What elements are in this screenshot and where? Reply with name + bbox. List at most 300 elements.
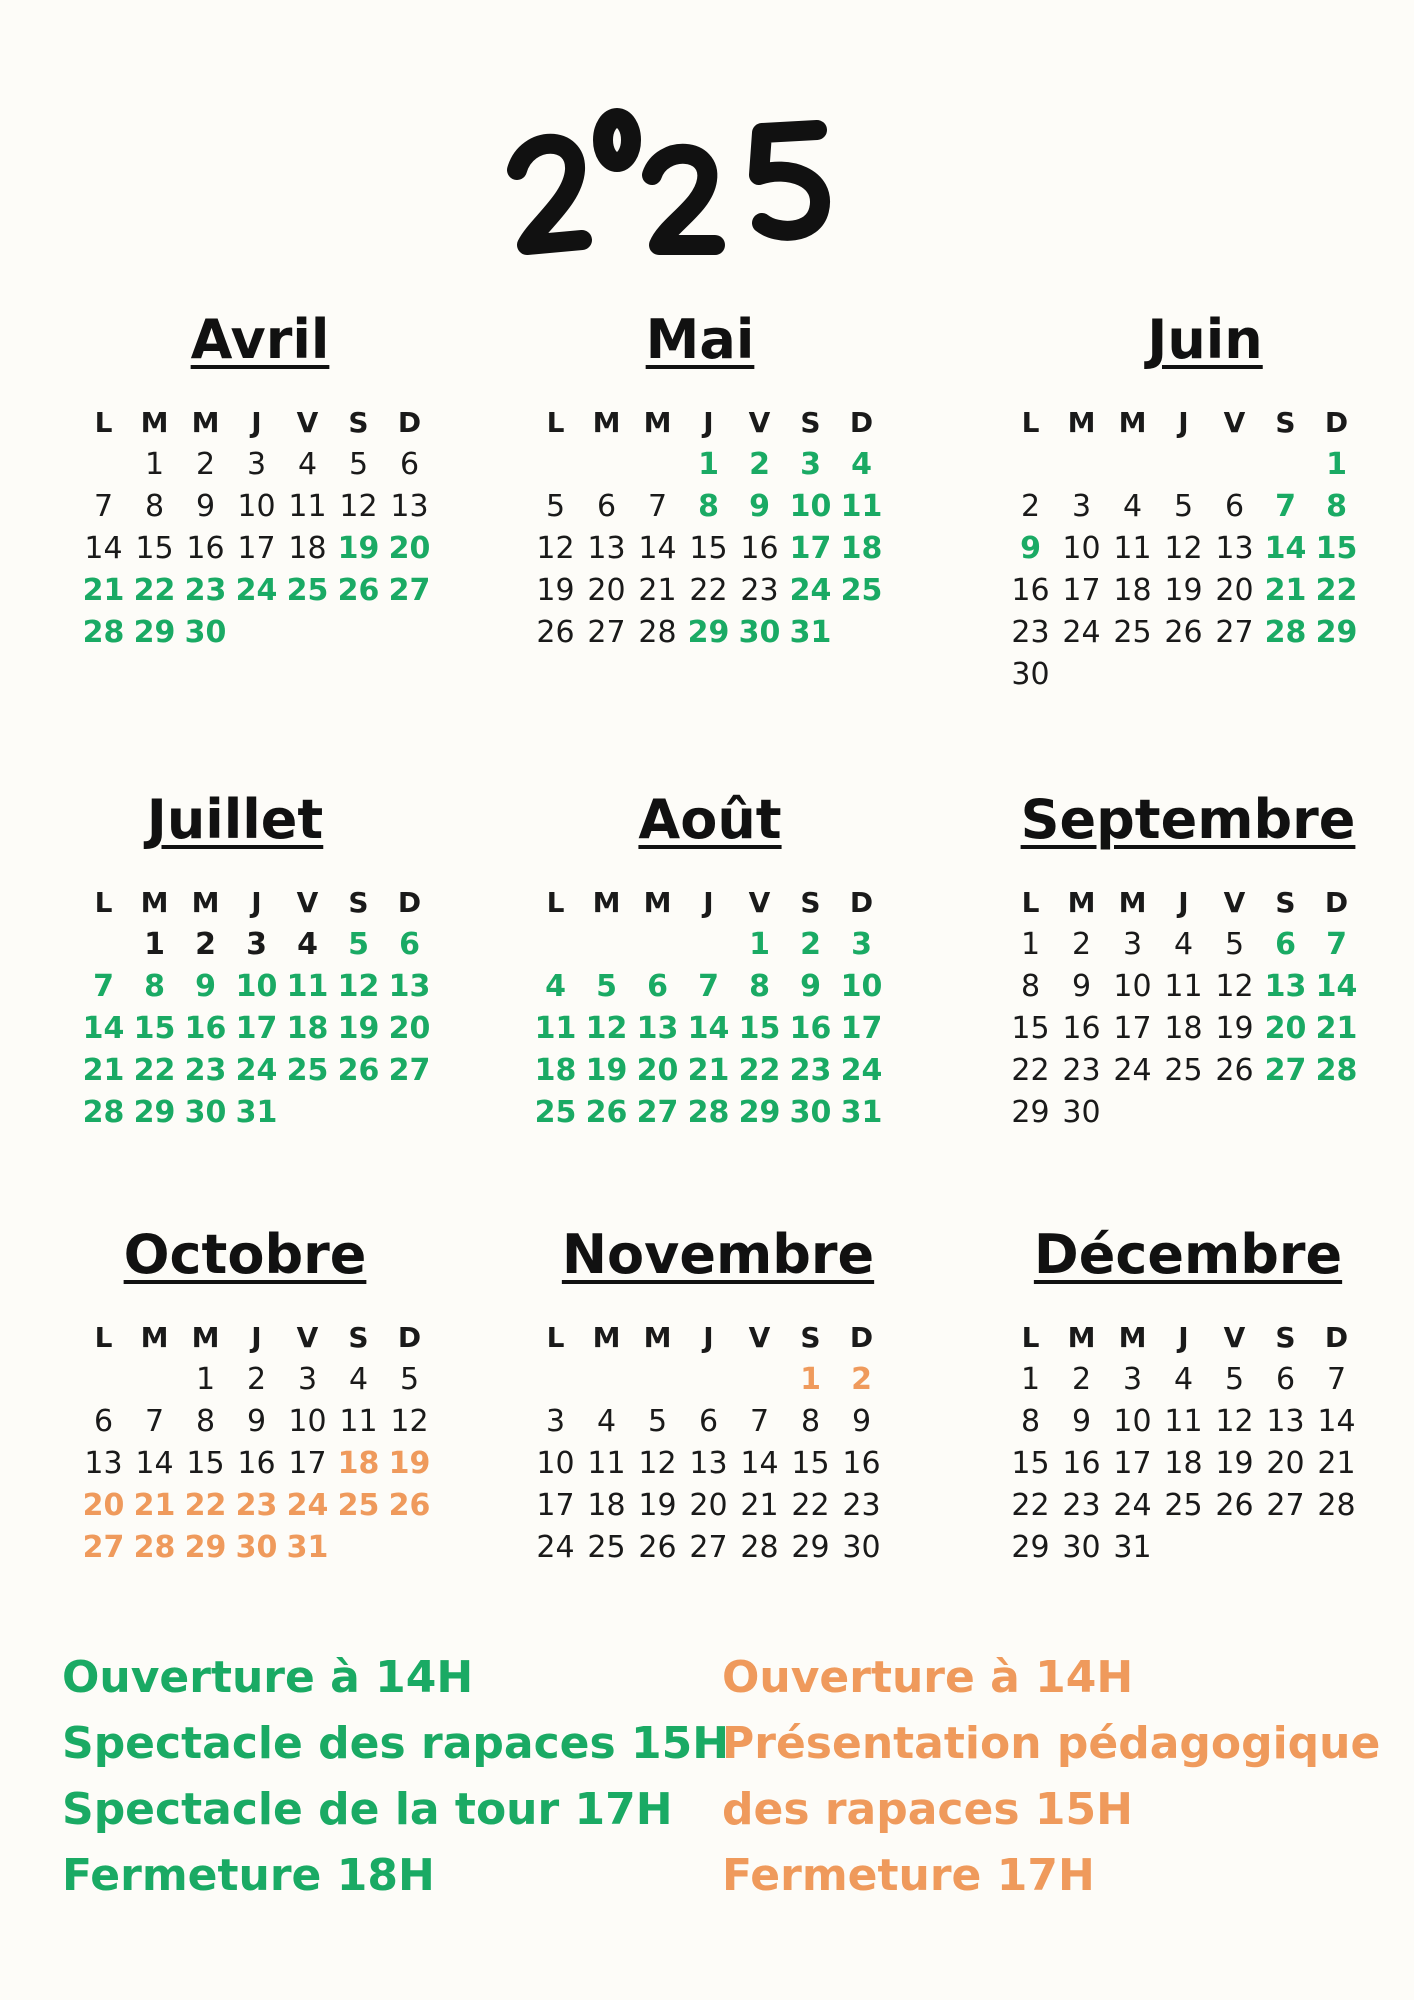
day-cell: 19: [337, 1011, 380, 1046]
day-cell: 16: [184, 1011, 227, 1046]
day-cell: 4: [545, 969, 566, 1004]
day-cell: 10: [789, 489, 832, 524]
day-cell: 5: [1224, 927, 1245, 962]
day-cell: 1: [749, 927, 770, 962]
day-cell: 26: [1215, 1488, 1254, 1523]
day-cell: 23: [740, 573, 779, 608]
day-cell: 28: [82, 1095, 125, 1130]
weekday-header: J: [251, 1321, 262, 1354]
day-cell: 2: [749, 447, 770, 482]
day-cell: 5: [348, 927, 369, 962]
day-cell: 21: [1315, 1011, 1358, 1046]
day-cell: 13: [84, 1446, 123, 1481]
day-cell: 25: [337, 1488, 380, 1523]
day-cell: 12: [1215, 969, 1254, 1004]
day-cell: 17: [536, 1488, 575, 1523]
weekday-header: M: [140, 886, 169, 919]
empty-day-cell: [581, 444, 632, 486]
day-cell: 30: [789, 1095, 832, 1130]
empty-day-cell: [129, 1359, 180, 1401]
day-cell: 26: [536, 615, 575, 650]
weekday-header: J: [1178, 886, 1189, 919]
day-cell: 21: [1264, 573, 1307, 608]
day-cell: 24: [1062, 615, 1101, 650]
day-cell: 12: [638, 1446, 677, 1481]
day-cell: 18: [288, 531, 327, 566]
day-cell: 13: [1215, 531, 1254, 566]
day-cell: 8: [800, 1404, 821, 1439]
weekday-header: V: [296, 406, 319, 439]
weekday-header: D: [1324, 886, 1349, 919]
day-cell: 22: [184, 1488, 227, 1523]
day-cell: 20: [1266, 1446, 1305, 1481]
day-cell: 13: [1264, 969, 1307, 1004]
weekday-header: S: [800, 886, 821, 919]
weekday-header: L: [546, 1321, 565, 1354]
day-cell: 20: [689, 1488, 728, 1523]
month-title: Mai: [645, 308, 755, 371]
legend-green-schedule: [62, 1645, 729, 1909]
day-cell: 17: [840, 1011, 883, 1046]
day-cell: 3: [800, 447, 821, 482]
day-cell: 10: [288, 1404, 327, 1439]
day-cell: 20: [82, 1488, 125, 1523]
day-cell: 30: [184, 1095, 227, 1130]
weekday-header: V: [296, 886, 319, 919]
legend-green-line: Ouverture à 14H: [62, 1652, 474, 1703]
day-cell: 17: [789, 531, 832, 566]
day-cell: 5: [545, 489, 566, 524]
month-grid: [1005, 882, 1362, 1134]
day-cell: 19: [388, 1446, 431, 1481]
weekday-header: M: [1067, 1321, 1096, 1354]
day-cell: 1: [1020, 1362, 1041, 1397]
weekday-header: S: [1275, 1321, 1296, 1354]
day-cell: 4: [297, 927, 318, 962]
day-cell: 7: [93, 969, 114, 1004]
day-cell: 18: [1113, 573, 1152, 608]
empty-day-cell: [1209, 444, 1260, 486]
weekday-header: M: [1067, 406, 1096, 439]
day-cell: 15: [133, 1011, 176, 1046]
day-cell: 3: [246, 927, 267, 962]
month-grid: [1005, 1317, 1362, 1569]
day-cell: 7: [749, 1404, 770, 1439]
month-title: Juin: [1147, 308, 1263, 371]
month-title: Avril: [190, 308, 330, 371]
day-cell: 30: [1011, 657, 1050, 692]
day-cell: 23: [184, 573, 227, 608]
weekday-header: M: [1118, 406, 1147, 439]
day-cell: 23: [789, 1053, 832, 1088]
day-cell: 28: [638, 615, 677, 650]
day-cell: 22: [1011, 1488, 1050, 1523]
day-cell: 9: [195, 969, 216, 1004]
weekday-header: M: [592, 886, 621, 919]
weekday-header: D: [397, 406, 422, 439]
weekday-header: M: [643, 406, 672, 439]
day-cell: 7: [93, 489, 114, 524]
month-grid: [78, 402, 435, 654]
empty-day-cell: [1260, 444, 1311, 486]
day-cell: 10: [1113, 1404, 1152, 1439]
day-cell: 28: [133, 1530, 176, 1565]
day-cell: 25: [286, 1053, 329, 1088]
day-cell: 3: [1122, 1362, 1143, 1397]
weekday-header: J: [703, 1321, 714, 1354]
day-cell: 25: [587, 1530, 626, 1565]
day-cell: 11: [587, 1446, 626, 1481]
day-cell: 6: [647, 969, 668, 1004]
day-cell: 12: [585, 1011, 628, 1046]
month-title: Octobre: [123, 1223, 367, 1286]
day-cell: 21: [82, 1053, 125, 1088]
day-cell: 16: [1011, 573, 1050, 608]
year-handwritten-2025: [497, 95, 917, 270]
day-cell: 14: [84, 531, 123, 566]
day-cell: 17: [1062, 573, 1101, 608]
day-cell: 27: [388, 1053, 431, 1088]
day-cell: 5: [1224, 1362, 1245, 1397]
weekday-header: M: [140, 406, 169, 439]
day-cell: 19: [536, 573, 575, 608]
day-cell: 4: [1173, 927, 1194, 962]
weekday-header: M: [592, 406, 621, 439]
empty-day-cell: [1158, 444, 1209, 486]
day-cell: 9: [851, 1404, 872, 1439]
day-cell: 13: [689, 1446, 728, 1481]
day-cell: 20: [636, 1053, 679, 1088]
day-cell: 3: [246, 447, 267, 482]
month-title: Août: [638, 788, 782, 851]
day-cell: 25: [1164, 1053, 1203, 1088]
day-cell: 15: [135, 531, 174, 566]
empty-day-cell: [581, 1359, 632, 1401]
weekday-header: J: [703, 406, 714, 439]
legend-orange-schedule: [722, 1645, 1380, 1909]
day-cell: 30: [1062, 1530, 1101, 1565]
day-cell: 16: [186, 531, 225, 566]
day-cell: 26: [1164, 615, 1203, 650]
weekday-header: J: [251, 886, 262, 919]
empty-day-cell: [1005, 444, 1056, 486]
weekday-header: J: [703, 886, 714, 919]
legend-green-line: Fermeture 18H: [62, 1850, 435, 1901]
day-cell: 16: [842, 1446, 881, 1481]
day-cell: 18: [534, 1053, 577, 1088]
day-cell: 11: [1164, 969, 1203, 1004]
weekday-header: D: [849, 406, 874, 439]
month-grid: [530, 882, 887, 1134]
day-cell: 31: [235, 1095, 278, 1130]
day-cell: 18: [286, 1011, 329, 1046]
weekday-header: S: [1275, 886, 1296, 919]
legend-green-line: Spectacle de la tour 17H: [62, 1784, 673, 1835]
weekday-header: V: [1223, 1321, 1246, 1354]
day-cell: 16: [740, 531, 779, 566]
day-cell: 6: [93, 1404, 114, 1439]
day-cell: 14: [1315, 969, 1358, 1004]
day-cell: 13: [587, 531, 626, 566]
day-cell: 22: [689, 573, 728, 608]
day-cell: 30: [184, 615, 227, 650]
weekday-header: V: [1223, 406, 1246, 439]
day-cell: 1: [144, 447, 165, 482]
day-cell: 26: [337, 1053, 380, 1088]
month-grid: [530, 402, 887, 654]
day-cell: 29: [184, 1530, 227, 1565]
day-cell: 3: [1122, 927, 1143, 962]
weekday-header: S: [348, 406, 369, 439]
day-cell: 11: [1164, 1404, 1203, 1439]
day-cell: 23: [842, 1488, 881, 1523]
empty-day-cell: [734, 1359, 785, 1401]
day-cell: 1: [195, 1362, 216, 1397]
day-cell: 19: [1164, 573, 1203, 608]
day-cell: 14: [1264, 531, 1307, 566]
day-cell: 13: [388, 969, 431, 1004]
day-cell: 16: [1062, 1011, 1101, 1046]
day-cell: 8: [144, 969, 165, 1004]
day-cell: 21: [82, 573, 125, 608]
day-cell: 14: [82, 1011, 125, 1046]
empty-day-cell: [530, 444, 581, 486]
day-cell: 30: [1062, 1095, 1101, 1130]
day-cell: 15: [738, 1011, 781, 1046]
empty-day-cell: [683, 924, 734, 966]
day-cell: 25: [1113, 615, 1152, 650]
month-grid: [530, 1317, 887, 1569]
weekday-header: S: [348, 886, 369, 919]
day-cell: 2: [195, 447, 216, 482]
day-cell: 8: [749, 969, 770, 1004]
day-cell: 2: [851, 1362, 872, 1397]
day-cell: 9: [195, 489, 216, 524]
day-cell: 24: [286, 1488, 329, 1523]
day-cell: 29: [1011, 1095, 1050, 1130]
day-cell: 19: [1215, 1446, 1254, 1481]
day-cell: 6: [596, 489, 617, 524]
day-cell: 18: [587, 1488, 626, 1523]
weekday-header: M: [1067, 886, 1096, 919]
weekday-header: M: [643, 1321, 672, 1354]
day-cell: 24: [840, 1053, 883, 1088]
weekday-header: L: [546, 886, 565, 919]
weekday-header: M: [592, 1321, 621, 1354]
month-title: Septembre: [1020, 788, 1356, 851]
day-cell: 23: [1062, 1488, 1101, 1523]
day-cell: 29: [1315, 615, 1358, 650]
day-cell: 11: [339, 1404, 378, 1439]
day-cell: 1: [1020, 927, 1041, 962]
day-cell: 1: [800, 1362, 821, 1397]
day-cell: 4: [596, 1404, 617, 1439]
day-cell: 23: [1011, 615, 1050, 650]
month-grid: [78, 1317, 435, 1569]
weekday-header: J: [251, 406, 262, 439]
day-cell: 29: [738, 1095, 781, 1130]
legend-orange-line: Présentation pédagogique: [722, 1718, 1381, 1769]
day-cell: 1: [698, 447, 719, 482]
empty-day-cell: [581, 924, 632, 966]
weekday-header: S: [800, 406, 821, 439]
day-cell: 31: [840, 1095, 883, 1130]
day-cell: 19: [337, 531, 380, 566]
day-cell: 7: [647, 489, 668, 524]
day-cell: 12: [337, 969, 380, 1004]
weekday-header: M: [643, 886, 672, 919]
day-cell: 2: [1020, 489, 1041, 524]
weekday-header: D: [397, 886, 422, 919]
day-cell: 27: [587, 615, 626, 650]
day-cell: 26: [1215, 1053, 1254, 1088]
day-cell: 29: [687, 615, 730, 650]
day-cell: 10: [235, 969, 278, 1004]
day-cell: 4: [1173, 1362, 1194, 1397]
day-cell: 7: [1275, 489, 1296, 524]
empty-day-cell: [78, 1359, 129, 1401]
day-cell: 18: [1164, 1011, 1203, 1046]
day-cell: 28: [740, 1530, 779, 1565]
day-cell: 5: [596, 969, 617, 1004]
day-cell: 6: [1275, 1362, 1296, 1397]
day-cell: 4: [851, 447, 872, 482]
day-cell: 28: [687, 1095, 730, 1130]
weekday-header: M: [191, 406, 220, 439]
weekday-header: M: [140, 1321, 169, 1354]
day-cell: 8: [144, 489, 165, 524]
day-cell: 25: [1164, 1488, 1203, 1523]
day-cell: 6: [1224, 489, 1245, 524]
day-cell: 17: [237, 531, 276, 566]
day-cell: 1: [1326, 447, 1347, 482]
month-title: Décembre: [1033, 1223, 1343, 1286]
day-cell: 23: [184, 1053, 227, 1088]
weekday-header: M: [191, 1321, 220, 1354]
weekday-header: L: [94, 886, 113, 919]
month-grid: [1005, 402, 1362, 696]
day-cell: 17: [288, 1446, 327, 1481]
weekday-header: J: [1178, 406, 1189, 439]
day-cell: 31: [789, 615, 832, 650]
day-cell: 21: [638, 573, 677, 608]
day-cell: 15: [1011, 1446, 1050, 1481]
empty-day-cell: [78, 444, 129, 486]
day-cell: 6: [1275, 927, 1296, 962]
day-cell: 9: [1020, 531, 1041, 566]
day-cell: 22: [791, 1488, 830, 1523]
weekday-header: V: [748, 406, 771, 439]
day-cell: 12: [1164, 531, 1203, 566]
weekday-header: D: [849, 886, 874, 919]
day-cell: 24: [235, 1053, 278, 1088]
day-cell: 3: [851, 927, 872, 962]
weekday-header: S: [800, 1321, 821, 1354]
legend-orange-line: Fermeture 17H: [722, 1850, 1095, 1901]
empty-day-cell: [632, 1359, 683, 1401]
empty-day-cell: [78, 924, 129, 966]
day-cell: 10: [1113, 969, 1152, 1004]
day-cell: 6: [399, 927, 420, 962]
day-cell: 19: [1215, 1011, 1254, 1046]
weekday-header: M: [191, 886, 220, 919]
day-cell: 17: [1113, 1011, 1152, 1046]
day-cell: 10: [840, 969, 883, 1004]
day-cell: 26: [638, 1530, 677, 1565]
day-cell: 4: [348, 1362, 369, 1397]
year-title: [0, 95, 1414, 270]
day-cell: 2: [800, 927, 821, 962]
day-cell: 14: [687, 1011, 730, 1046]
day-cell: 15: [689, 531, 728, 566]
weekday-header: L: [1021, 1321, 1040, 1354]
day-cell: 9: [800, 969, 821, 1004]
day-cell: 29: [133, 1095, 176, 1130]
day-cell: 9: [749, 489, 770, 524]
day-cell: 27: [1215, 615, 1254, 650]
day-cell: 29: [133, 615, 176, 650]
day-cell: 7: [698, 969, 719, 1004]
weekday-header: L: [1021, 886, 1040, 919]
day-cell: 11: [534, 1011, 577, 1046]
day-cell: 31: [1113, 1530, 1152, 1565]
day-cell: 24: [235, 573, 278, 608]
day-cell: 5: [399, 1362, 420, 1397]
weekday-header: L: [1021, 406, 1040, 439]
day-cell: 14: [740, 1446, 779, 1481]
legend-orange-line: Ouverture à 14H: [722, 1652, 1134, 1703]
day-cell: 2: [1071, 927, 1092, 962]
day-cell: 18: [1164, 1446, 1203, 1481]
day-cell: 6: [399, 447, 420, 482]
day-cell: 24: [536, 1530, 575, 1565]
day-cell: 3: [545, 1404, 566, 1439]
legend-green-line: Spectacle des rapaces 15H: [62, 1718, 730, 1769]
day-cell: 27: [1264, 1053, 1307, 1088]
empty-day-cell: [632, 444, 683, 486]
day-cell: 8: [1020, 969, 1041, 1004]
day-cell: 23: [235, 1488, 278, 1523]
day-cell: 18: [337, 1446, 380, 1481]
day-cell: 16: [237, 1446, 276, 1481]
day-cell: 13: [390, 489, 429, 524]
day-cell: 28: [1315, 1053, 1358, 1088]
day-cell: 10: [237, 489, 276, 524]
day-cell: 29: [791, 1530, 830, 1565]
day-cell: 31: [286, 1530, 329, 1565]
day-cell: 21: [687, 1053, 730, 1088]
month-title: Juillet: [146, 788, 324, 851]
day-cell: 2: [195, 927, 216, 962]
day-cell: 21: [740, 1488, 779, 1523]
day-cell: 2: [246, 1362, 267, 1397]
day-cell: 8: [1326, 489, 1347, 524]
day-cell: 20: [1264, 1011, 1307, 1046]
weekday-header: L: [94, 1321, 113, 1354]
empty-day-cell: [530, 924, 581, 966]
day-cell: 27: [388, 573, 431, 608]
day-cell: 9: [246, 1404, 267, 1439]
day-cell: 21: [1317, 1446, 1356, 1481]
day-cell: 20: [1215, 573, 1254, 608]
day-cell: 30: [235, 1530, 278, 1565]
day-cell: 13: [636, 1011, 679, 1046]
day-cell: 12: [1215, 1404, 1254, 1439]
day-cell: 5: [647, 1404, 668, 1439]
day-cell: 17: [235, 1011, 278, 1046]
day-cell: 20: [587, 573, 626, 608]
empty-day-cell: [1056, 444, 1107, 486]
